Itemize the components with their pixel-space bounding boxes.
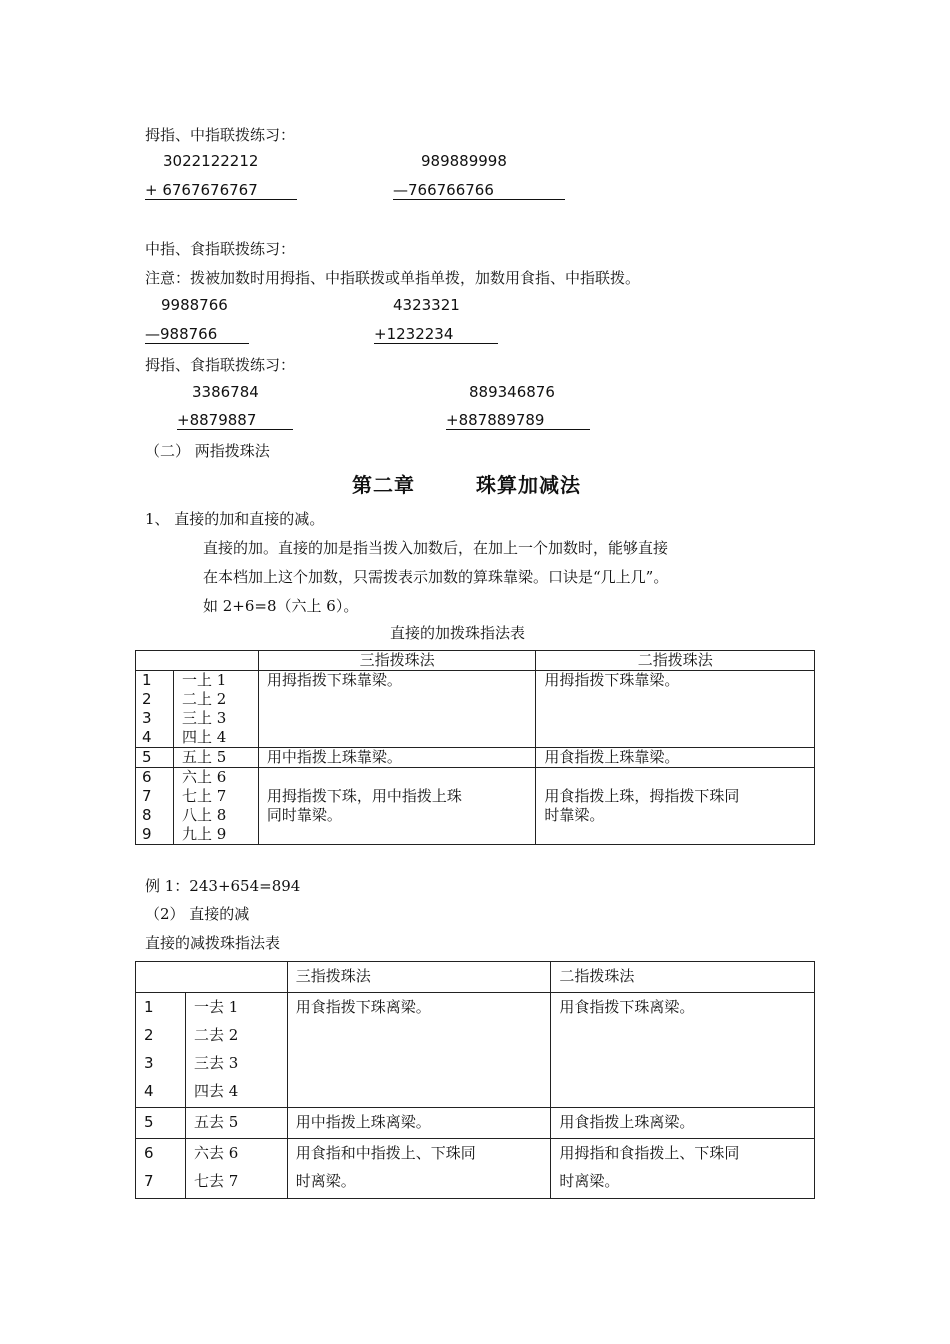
rule: 一上 1 — [181, 671, 227, 689]
addition-table — [135, 650, 815, 845]
paragraph-line: 在本档加上这个加数，只需拨表示加数的算珠靠梁。口诀是“几上几”。 — [203, 568, 669, 586]
operand: —988766 — [145, 325, 249, 344]
row-number: 1 — [144, 998, 154, 1016]
table-cell: 用中指拨上珠离梁。 — [287, 1108, 551, 1139]
table-header-row — [136, 651, 815, 671]
rule: 二去 2 — [193, 1026, 239, 1044]
table-cell — [173, 671, 258, 748]
rule: 八上 8 — [181, 806, 227, 824]
rule: 四去 4 — [193, 1082, 239, 1100]
rule: 九上 9 — [181, 825, 227, 843]
table-caption: 直接的减拨珠指法表 — [145, 934, 281, 952]
table-cell: 用中指拨上珠靠梁。 — [258, 748, 536, 768]
table-row — [136, 748, 815, 768]
table-cell: 用拇指拨下珠靠梁。 — [536, 671, 815, 748]
row-number: 2 — [142, 690, 152, 708]
table-cell: 用食指拨下珠离梁。 — [287, 993, 551, 1108]
subtraction-table — [135, 961, 815, 1199]
rule: 三去 3 — [193, 1054, 239, 1072]
operand: 3386784 — [192, 383, 259, 401]
cell-text: 同时靠梁。 — [266, 806, 342, 824]
rule: 七去 7 — [193, 1172, 239, 1190]
table-caption: 直接的加拨珠指法表 — [390, 624, 526, 642]
row-number: 5 — [136, 748, 174, 768]
table-cell: 用食指拨上珠靠梁。 — [536, 748, 815, 768]
row-number: 3 — [144, 1054, 154, 1072]
table-cell — [136, 768, 174, 845]
table-row — [136, 768, 815, 845]
operand: +8879887 — [177, 411, 293, 430]
table-header: 二指拨珠法 — [536, 651, 815, 671]
rule: 五去 5 — [185, 1108, 287, 1139]
table-header-row — [136, 962, 815, 993]
operand: +1232234 — [374, 325, 498, 344]
section-title: 拇指、中指联拨练习： — [145, 126, 296, 144]
row-number: 6 — [144, 1144, 154, 1162]
operand: —766766766 — [393, 181, 565, 200]
row-number: 2 — [144, 1026, 154, 1044]
operand: 4323321 — [393, 296, 460, 314]
row-number: 4 — [144, 1082, 154, 1100]
table-cell — [185, 993, 287, 1108]
rule: 四上 4 — [181, 728, 227, 746]
paragraph-line: 直接的加。直接的加是指当拨入加数后，在加上一个加数时，能够直接 — [203, 539, 669, 557]
table-header: 三指拨珠法 — [287, 962, 551, 993]
chapter-number: 第二章 — [352, 473, 415, 497]
operand: +887889789 — [446, 411, 590, 430]
cell-text: 用拇指拨下珠，用中指拨上珠 — [266, 787, 462, 805]
table-row — [136, 993, 815, 1108]
subsection-title: （二） 两指拨珠法 — [145, 442, 270, 460]
cell-text: 时离梁。 — [295, 1172, 356, 1190]
operand: + 6767676767 — [145, 181, 297, 200]
cell-text: 用拇指和食指拨上、下珠同 — [559, 1144, 740, 1162]
cell-text: 用食指和中指拨上、下珠同 — [295, 1144, 476, 1162]
row-number: 8 — [142, 806, 152, 824]
section-title: 中指、食指联拨练习： — [145, 240, 296, 258]
rule: 六上 6 — [181, 768, 227, 786]
table-cell — [551, 1139, 815, 1199]
table-cell — [536, 768, 815, 845]
row-number: 3 — [142, 709, 152, 727]
table-cell — [136, 1139, 186, 1199]
table-cell — [136, 993, 186, 1108]
row-number: 6 — [142, 768, 152, 786]
rule: 二上 2 — [181, 690, 227, 708]
cell-text: 时靠梁。 — [544, 806, 605, 824]
row-number: 7 — [144, 1172, 154, 1190]
example: 例 1：243+654=894 — [145, 877, 301, 895]
table-cell — [287, 1139, 551, 1199]
row-number: 1 — [142, 671, 152, 689]
item-heading: 1、 直接的加和直接的减。 — [145, 510, 325, 528]
table-row — [136, 671, 815, 748]
operand: 989889998 — [421, 152, 507, 170]
table-row — [136, 1108, 815, 1139]
table-cell — [185, 1139, 287, 1199]
row-number: 4 — [142, 728, 152, 746]
rule: 五上 5 — [173, 748, 258, 768]
row-number: 5 — [136, 1108, 186, 1139]
table-cell: 用拇指拨下珠靠梁。 — [258, 671, 536, 748]
rule: 六去 6 — [193, 1144, 239, 1162]
paragraph-line: 如 2+6=8（六上 6）。 — [203, 597, 359, 615]
row-number: 7 — [142, 787, 152, 805]
table-cell — [136, 651, 259, 671]
cell-text: 用食指拨上珠，拇指拨下珠同 — [544, 787, 740, 805]
row-number: 9 — [142, 825, 152, 843]
operand: 3022122212 — [163, 152, 259, 170]
table-cell — [136, 962, 288, 993]
cell-text: 时离梁。 — [559, 1172, 620, 1190]
table-cell — [258, 768, 536, 845]
table-row — [136, 1139, 815, 1199]
rule: 一去 1 — [193, 998, 239, 1016]
table-header: 三指拨珠法 — [258, 651, 536, 671]
table-cell: 用食指拨下珠离梁。 — [551, 993, 815, 1108]
table-cell — [136, 671, 174, 748]
rule: 三上 3 — [181, 709, 227, 727]
table-header: 二指拨珠法 — [551, 962, 815, 993]
note: 注意：拨被加数时用拇指、中指联拨或单指单拨，加数用食指、中指联拨。 — [145, 269, 641, 287]
table-cell — [173, 768, 258, 845]
operand: 889346876 — [469, 383, 555, 401]
table-cell: 用食指拨上珠离梁。 — [551, 1108, 815, 1139]
operand: 9988766 — [161, 296, 228, 314]
subsection-title: （2） 直接的减 — [145, 905, 250, 923]
rule: 七上 7 — [181, 787, 227, 805]
section-title: 拇指、食指联拨练习： — [145, 356, 296, 374]
chapter-title: 珠算加减法 — [476, 473, 581, 497]
